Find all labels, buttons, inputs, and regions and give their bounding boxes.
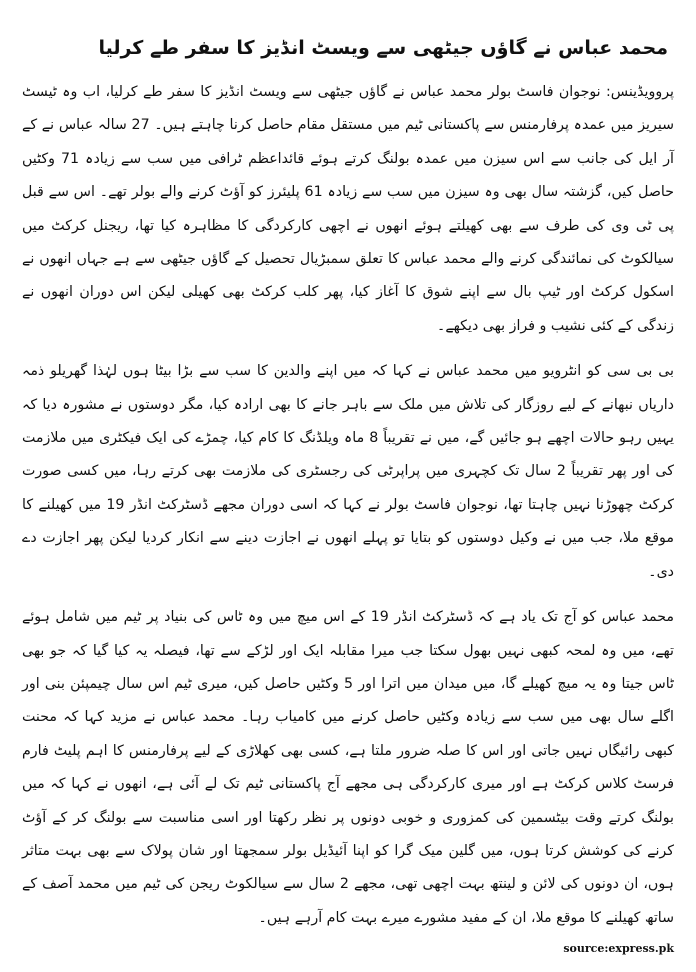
paragraph-text: بی بی سی کو انٹرویو میں محمد عباس نے کہا کہ میں اپنے والدین کا سب سے بڑا بیٹا ہوں لہٰذا گھریلو ذمہ داریاں نبھانے کے لیے روزگار کی تلاش میں ملک سے باہر جانے کا بھی ارادہ کیا، مگر دوستوں نے مشورہ دیا کہ یہیں رہو حالات اچھے ہو جائیں گے، میں نے تقریباً 8 ماہ ویلڈنگ کا کام کیا، چمڑے کی ایک فیکٹری میں ملازمت کی اور پھر تقریباً 2 سال تک کچہری میں پراپرٹی کی رجسٹری کی ملازمت بھی کرتے رہا، میں کسی صورت کرکٹ چھوڑنا نہیں چاہتا تھا، نوجوان فاسٹ بولر نے کہا کہ اسی دوران مجھے ڈسٹرکٹ انڈر 19 میں کھیلنے کا موقع ملا، جب میں نے وکیل دوستوں کو بتایا تو پہلے انھوں نے اجازت دینے سے انکار کردیا لیکن پھر اجازت دے دی۔ (22, 363, 675, 580)
paragraph-text: پروویڈینس: نوجوان فاسٹ بولر محمد عباس نے گاؤں جیٹھی سے ویسٹ انڈیز کا سفر طے کرلیا، اب وہ ٹیسٹ سیریز میں عمدہ پرفارمنس سے پاکستانی ٹیم میں مستقل مقام حاصل کرنا چاہتے ہیں۔ 27 سالہ عباس نے کے آر ایل کی جانب سے اس سیزن میں عمدہ بولنگ کرتے ہوئے قائداعظم ٹرافی میں سب سے زیادہ 71 وکٹیں حاصل کیں، گزشتہ سال بھی وہ سیزن میں سب سے زیادہ 61 پلیئرز کو آؤٹ کرنے والے بولر تھے۔ اس سے قبل پی ٹی وی کی طرف سے بھی کھیلتے ہوئے انھوں نے اچھی کارکردگی کا مظاہرہ کیا تھا، ریجنل کرکٹ میں سیالکوٹ کی نمائندگی کرنے والے محمد عباس کا تعلق سمبڑیال تحصیل کے گاؤں جیٹھی سے ہے جہاں انھوں نے اسکول کرکٹ اور ٹیپ بال سے اپنے شوق کا آغاز کیا، پھر کلب کرکٹ بھی کھیلی لیکن اس دوران انھوں نے زندگی کے کئی نشیب و فراز بھی دیکھے۔ (22, 84, 674, 334)
article-paragraph-2 (22, 355, 674, 589)
paragraph-text: محمد عباس کو آج تک یاد ہے کہ ڈسٹرکٹ انڈر 19 کے اس میچ میں وہ ٹاس کی بنیاد پر ٹیم میں شامل ہوئے تھے، میں وہ لمحہ کبھی نہیں بھول سکتا جب میرا مقابلہ ایک اور لڑکے سے تھا، فیصلہ یہ کیا گیا کہ جو بھی ٹاس جیتا وہ یہ میچ کھیلے گا، میں میدان میں اترا اور 5 وکٹیں حاصل کیں، میری ٹیم اس سال چیمپئن بنی اور اگلے سال بھی میں سب سے زیادہ وکٹیں حاصل کرنے میں کامیاب رہا۔ محمد عباس نے مزید کہا کہ محنت کبھی رائیگاں نہیں جاتی اور اس کا صلہ ضرور ملتا ہے، کسی بھی کھلاڑی کے لیے پرفارمنس کا اہم پلیٹ فارم فرسٹ کلاس کرکٹ ہے اور میری کارکردگی ہی مجھے آج پاکستانی ٹیم تک لے آئی ہے، انھوں نے کہا کہ میں بولنگ کرتے وقت بیٹسمین کی کمزوری و خوبی دونوں پر نظر رکھتا اور اسی مناسبت سے بولنگ کر کے آؤٹ کرنے کی کوشش کرتا ہوں، میں گلین میک گرا کو اپنا آئیڈیل بولر سمجھتا اور شان پولاک سے بھی بہت متاثر ہوں، ان دونوں کی لائن و لینتھ بہت اچھی تھی، مجھے 2 سال سے سیالکوٹ ریجن کی ٹیم میں محمد آصف کے ساتھ کھیلنے کا موقع ملا، ان کے مفید مشورے میرے بہت کام آرہے ہیں۔ (22, 609, 675, 926)
article-paragraph-1 (22, 76, 674, 343)
article-headline: محمد عباس نے گاؤں جیٹھی سے ویسٹ انڈیز کا سفر طے کرلیا (98, 37, 668, 59)
article-paragraph-3 (22, 601, 674, 935)
source-credit: source:express.pk (563, 942, 674, 955)
